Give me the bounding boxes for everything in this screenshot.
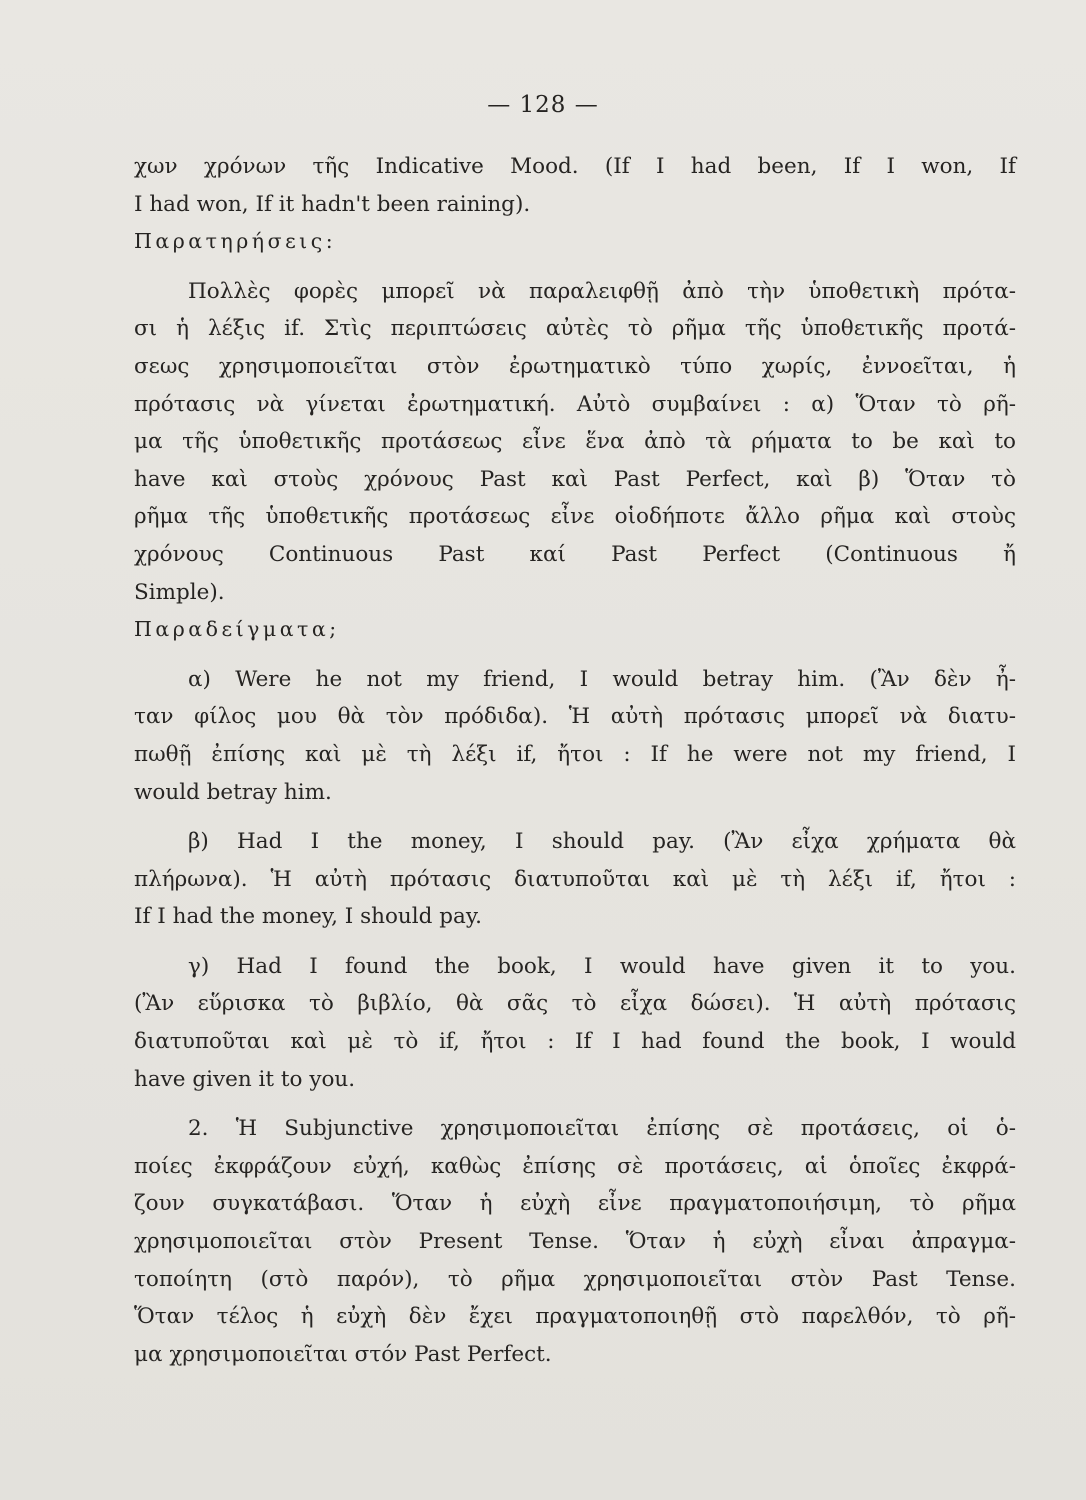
text-line: Ὅταν τέλος ἡ εὐχὴ δὲν ἔχει πραγματοποιηθῇ στὸ παρελθόν, τὸ ρῆ- <box>134 1304 1016 1330</box>
text-line: If I had the money, I should pay. <box>134 904 482 930</box>
text-line: have given it to you. <box>134 1066 356 1092</box>
subjunctive-paragraph <box>134 1110 1016 1373</box>
text-line: I had won, If it hadn't been raining). <box>134 191 531 217</box>
text-line: πρότασις νὰ γίνεται ἐρωτηματική. Αὐτὸ συμβαίνει : α) Ὅταν τὸ ρῆ- <box>134 391 1016 417</box>
text-line: διατυποῦται καὶ μὲ τὸ if, ἤτοι : If I had found the book, I would <box>134 1029 1016 1055</box>
text-line: πωθῇ ἐπίσης καὶ μὲ τὴ λέξι if, ἤτοι : If he were not my friend, I <box>134 741 1016 767</box>
text-line: α) Were he not my friend, I would betray him. (Ἂν δὲν ἦ- <box>188 666 1016 692</box>
text-line: χων χρόνων τῆς Indicative Mood. (If I had been, If I won, If <box>134 154 1016 179</box>
page-number: — 128 — <box>487 92 599 118</box>
page-body <box>134 148 1016 1373</box>
text-line: σι ἡ λέξις if. Στὶς περιπτώσεις αὐτὲς τὸ ρῆμα τῆς ὑποθετικῆς προτά- <box>134 316 1016 342</box>
text-line: χρησιμοποιεῖται στὸν Present Tense. Ὅταν ἡ εὐχὴ εἶναι ἀπραγμα- <box>134 1229 1016 1255</box>
remarks-paragraph <box>134 273 1016 611</box>
section-heading-remarks: Παρατηρήσεις: <box>134 229 337 254</box>
text-line: ζουν συγκατάβασι. Ὅταν ἡ εὐχὴ εἶνε πραγματοποιήσιμη, τὸ ρῆμα <box>134 1191 1016 1217</box>
text-line: (Ἂν εὕρισκα τὸ βιβλίο, θὰ σᾶς τὸ εἶχα δώσει). Ἡ αὐτὴ πρότασις <box>134 991 1016 1017</box>
text-line: σεως χρησιμοποιεῖται στὸν ἐρωτηματικὸ τύπο χωρίς, ἐννοεῖται, ἡ <box>134 353 1016 379</box>
section-heading-examples: Παραδείγματα; <box>134 617 340 642</box>
example-beta <box>134 823 1016 936</box>
example-alpha <box>134 661 1016 811</box>
text-line: β) Had I the money, I should pay. (Ἂν εἶχα χρήματα θὰ <box>188 829 1016 855</box>
text-line: χρόνους Continuous Past καί Past Perfect (Continuous ἤ <box>134 541 1016 567</box>
text-line: ποίες ἐκφράζουν εὐχή, καθὼς ἐπίσης σὲ προτάσεις, αἱ ὁποῖες ἐκφρά- <box>134 1153 1016 1179</box>
text-line: ρῆμα τῆς ὑποθετικῆς προτάσεως εἶνε οἱοδήποτε ἄλλο ρῆμα καὶ στοὺς <box>134 504 1016 530</box>
text-line: μα τῆς ὑποθετικῆς προτάσεως εἶνε ἕνα ἀπὸ τὰ ρήματα to be καὶ to <box>134 429 1016 455</box>
text-line: Πολλὲς φορὲς μπορεῖ νὰ παραλειφθῇ ἀπὸ τὴν ὑποθετικὴ πρότα- <box>188 278 1016 304</box>
text-line: Simple). <box>134 579 225 605</box>
text-line: μα χρησιμοποιεῖται στόν Past Perfect. <box>134 1341 552 1367</box>
text-line: γ) Had I found the book, I would have given it to you. <box>188 953 1016 979</box>
example-gamma <box>134 948 1016 1098</box>
text-line: ταν φίλος μου θὰ τὸν πρόδιδα). Ἡ αὐτὴ πρότασις μπορεῖ νὰ διατυ- <box>134 704 1016 730</box>
text-line: would betray him. <box>134 779 332 805</box>
text-line: πλήρωνα). Ἡ αὐτὴ πρότασις διατυποῦται καὶ μὲ τὴ λέξι if, ἤτοι : <box>134 866 1016 892</box>
text-line: τοποίητη (στὸ παρόν), τὸ ρῆμα χρησιμοποιεῖται στὸν Past Tense. <box>134 1266 1016 1292</box>
intro-paragraph <box>134 148 1016 223</box>
text-line: 2. Ἡ Subjunctive χρησιμοποιεῖται ἐπίσης σὲ προτάσεις, οἱ ὁ- <box>188 1116 1016 1142</box>
text-line: have καὶ στοὺς χρόνους Past καὶ Past Perfect, καὶ β) Ὅταν τὸ <box>134 466 1016 492</box>
